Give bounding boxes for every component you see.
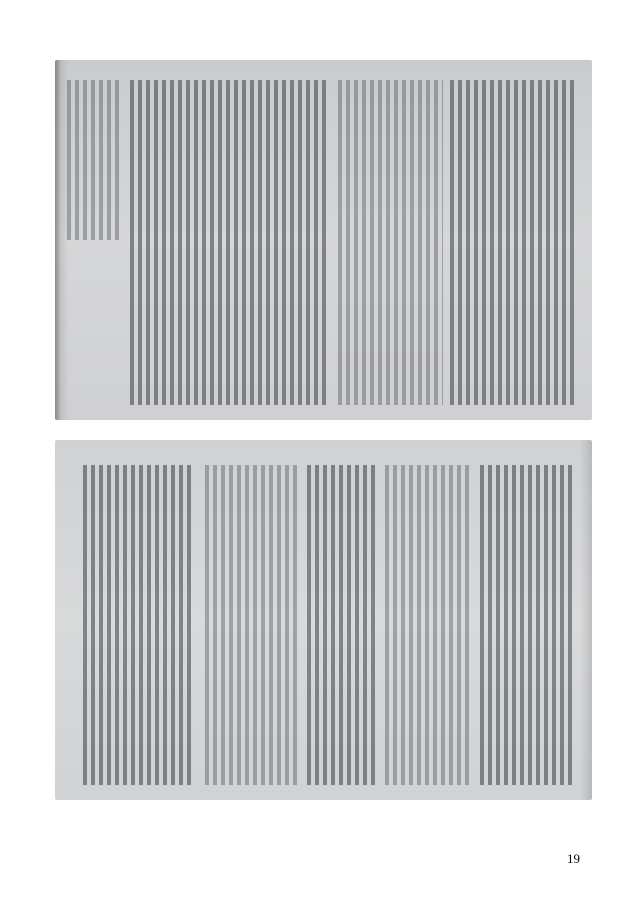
scanned-page-bottom: [55, 440, 592, 800]
text-block: [307, 465, 377, 785]
text-block: [67, 80, 122, 240]
page-number: 19: [567, 851, 580, 866]
scanned-page-top: [55, 60, 592, 420]
text-block: [130, 80, 330, 405]
text-block: [385, 465, 470, 785]
text-block: [83, 465, 195, 785]
text-block: [450, 80, 575, 405]
text-block: [205, 465, 300, 785]
text-block: [338, 80, 443, 405]
text-block: [480, 465, 575, 785]
